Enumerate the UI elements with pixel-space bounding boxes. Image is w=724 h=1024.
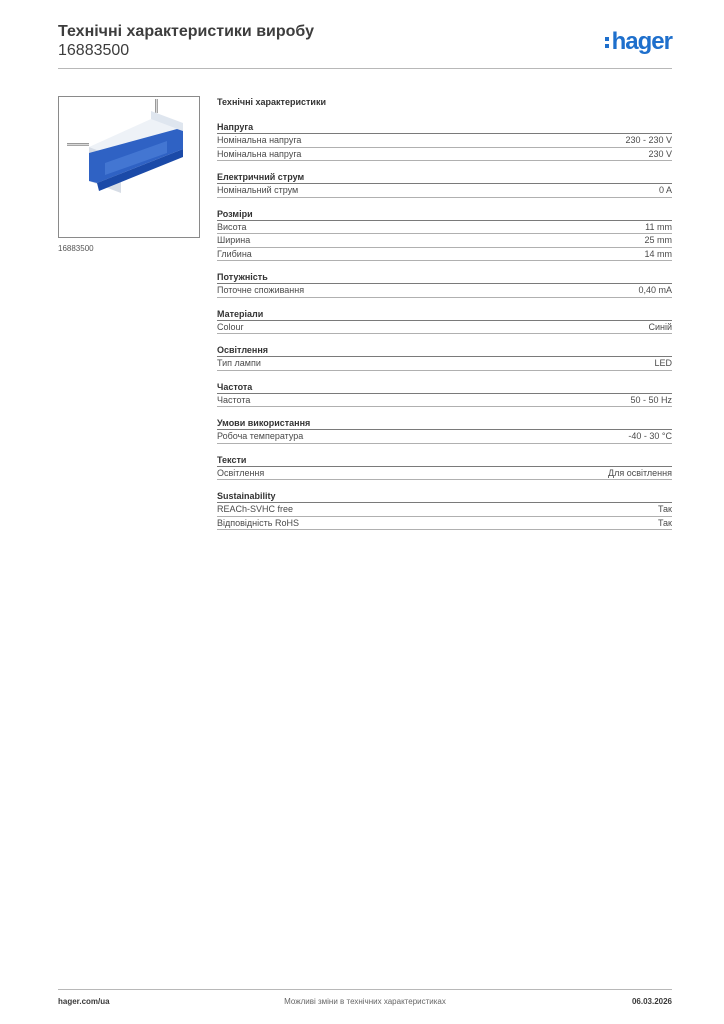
spec-value: Синій <box>648 321 672 332</box>
spec-group <box>217 490 672 530</box>
logo-mark-icon <box>605 34 610 51</box>
footer-site-link[interactable]: hager.com/ua <box>58 997 110 1006</box>
spec-row <box>217 430 672 444</box>
footer-divider <box>58 989 672 990</box>
spec-label: Глибина <box>217 248 252 259</box>
spec-value: Так <box>657 517 672 528</box>
spec-value: 0 A <box>658 185 672 195</box>
spec-value: 11 mm <box>645 221 672 232</box>
spec-group <box>217 454 672 481</box>
spec-label: Робоча температура <box>217 431 304 441</box>
spec-value: 230 V <box>648 148 672 159</box>
spec-value: 0,40 mA <box>638 285 672 295</box>
footer-note: Можливі зміни в технічних характеристиках <box>284 997 446 1006</box>
spec-label: Освітлення <box>217 467 265 478</box>
spec-group <box>217 308 672 335</box>
product-image <box>58 96 200 238</box>
spec-value: 230 - 230 V <box>625 135 672 145</box>
spec-group <box>217 344 672 371</box>
hager-logo <box>605 28 672 56</box>
spec-group-title: Частота <box>217 381 672 394</box>
spec-label: Тип лампи <box>217 358 261 368</box>
spec-row <box>217 184 672 198</box>
spec-row <box>217 248 672 262</box>
spec-row <box>217 357 672 371</box>
specs-table <box>217 96 672 540</box>
spec-group <box>217 208 672 262</box>
spec-group <box>217 271 672 298</box>
spec-row <box>217 503 672 517</box>
spec-row <box>217 134 672 148</box>
spec-group <box>217 417 672 444</box>
header-divider <box>58 68 672 69</box>
spec-label: Номінальна напруга <box>217 135 302 145</box>
spec-label: Висота <box>217 221 247 232</box>
document-header <box>58 22 672 60</box>
product-photo-icon <box>59 97 199 237</box>
spec-label: Colour <box>217 321 244 332</box>
spec-group <box>217 381 672 408</box>
spec-group-title: Розміри <box>217 208 672 221</box>
spec-group-title: Умови використання <box>217 417 672 430</box>
spec-group-title: Тексти <box>217 454 672 467</box>
image-caption: 16883500 <box>58 244 94 253</box>
spec-label: Частота <box>217 394 251 405</box>
spec-value: Для освітлення <box>607 467 672 478</box>
footer-date: 06.03.2026 <box>631 997 672 1006</box>
logo-text: hager <box>611 28 672 55</box>
spec-row <box>217 221 672 235</box>
product-code: 16883500 <box>58 42 130 59</box>
spec-value: 14 mm <box>644 248 672 259</box>
spec-label: Ширина <box>217 235 251 245</box>
spec-value: 25 mm <box>644 235 672 245</box>
spec-value: Так <box>657 504 672 514</box>
spec-value: -40 - 30 °C <box>628 431 672 441</box>
page-title: Технічні характеристики виробу <box>58 23 314 40</box>
spec-row <box>217 148 672 162</box>
spec-label: REACh-SVHC free <box>217 504 294 514</box>
spec-row <box>217 394 672 408</box>
spec-group-title: Потужність <box>217 271 672 284</box>
spec-row <box>217 284 672 298</box>
spec-row <box>217 467 672 481</box>
spec-label: Відповідність RoHS <box>217 517 299 528</box>
specs-heading: Технічні характеристики <box>217 97 326 107</box>
spec-value: LED <box>654 358 672 368</box>
spec-group-title: Напруга <box>217 121 672 134</box>
spec-label: Номінальна напруга <box>217 148 302 159</box>
spec-label: Номінальний струм <box>217 185 299 195</box>
spec-row <box>217 517 672 531</box>
spec-row <box>217 321 672 335</box>
spec-group-title: Sustainability <box>217 490 672 503</box>
spec-row <box>217 234 672 248</box>
spec-group-title: Електричний струм <box>217 171 672 184</box>
spec-group <box>217 121 672 161</box>
spec-group-title: Матеріали <box>217 308 672 321</box>
spec-value: 50 - 50 Hz <box>630 394 672 405</box>
spec-label: Поточне споживання <box>217 285 305 295</box>
spec-group <box>217 171 672 198</box>
spec-group-title: Освітлення <box>217 344 672 357</box>
